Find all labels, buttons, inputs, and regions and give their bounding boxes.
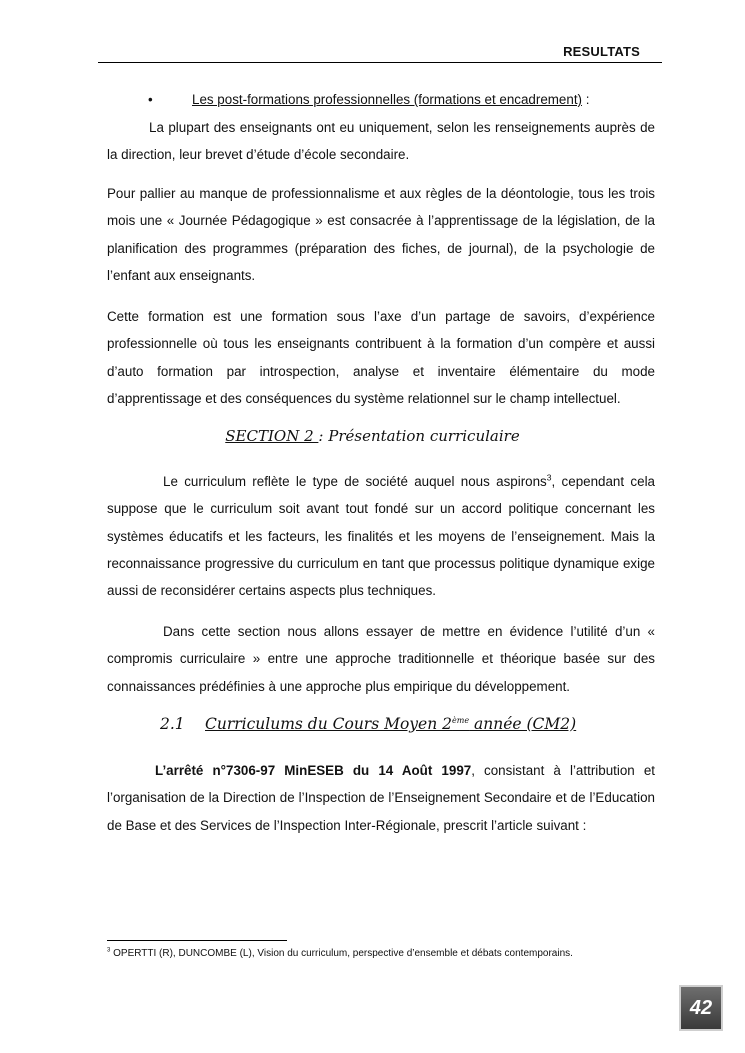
paragraph-1: La plupart des enseignants ont eu uniquement, selon les renseignements auprès de la direction, leur brevet d’étude d’école secondaire.: [107, 120, 655, 163]
paragraph-6-bold: L’arrêté n°7306-97 MinESEB du 14 Août 1997: [155, 763, 472, 778]
footnote: [107, 948, 573, 959]
bullet-item: [148, 86, 589, 113]
subsection-title: [205, 715, 576, 733]
subsection-heading: [160, 715, 576, 733]
subsection-title-end: année (CM2): [469, 715, 577, 733]
footnote-rule: [107, 940, 287, 941]
paragraph-6: [107, 757, 655, 839]
header-rule: [98, 62, 662, 63]
subsection-title-start: Curriculums du Cours Moyen 2: [205, 715, 453, 733]
subsection-title-sup: ème: [452, 715, 470, 725]
bullet-colon: :: [582, 92, 590, 107]
running-header: RESULTATS: [563, 44, 640, 59]
paragraph-4-end: , cependant cela suppose que le curriculum soit avant tout fondé sur un accord politique concernant les systèmes éducatifs et les facteurs, les finalités et les moyens de l’enseignement. Mais la reconnaissance progressive du curriculum en tant que processus politique dynamique exige aussi de reconsidérer certains aspects plus techniques.: [107, 474, 655, 599]
footnote-text: OPERTTI (R), DUNCOMBE (L), Vision du curriculum, perspective d’ensemble et débats contemporains.: [110, 948, 573, 959]
page-number-box: [679, 985, 723, 1031]
paragraph-6-rest: , consistant à l’attribution et l’organisation de la Direction de l’Inspection de l’Enseignement Secondaire et de l’Education de Base et des Services de l’Inspection Inter-Régionale, prescrit l’article suivant :: [107, 763, 656, 833]
section-heading: [0, 427, 745, 445]
paragraph-2: Pour pallier au manque de professionnalisme et aux règles de la déontologie, tous les trois mois une « Journée Pédagogique » est consacrée à l’apprentissage de la législation, de la planification des programmes (préparation des fiches, de journal), de la psychologie de l’enfant aux enseignants.: [107, 186, 655, 283]
paragraph-5: Dans cette section nous allons essayer de mettre en évidence l’utilité d’un « compromis curriculaire » entre une approche traditionnelle et théorique basée sur des connaissances prédéfinies à une approche plus empirique du développement.: [107, 624, 655, 694]
paragraph-4-start: Le curriculum reflète le type de société auquel nous aspirons: [163, 474, 547, 489]
subsection-number: 2.1: [160, 715, 185, 733]
page-number: 42: [689, 996, 713, 1019]
section-title: : Présentation curriculaire: [318, 427, 520, 445]
paragraph-4: [107, 468, 655, 604]
bullet-underlined-text: Les post-formations professionnelles (formations et encadrement): [192, 92, 583, 107]
footnote-reference: 3: [546, 472, 552, 483]
bullet-icon: •: [148, 92, 153, 107]
section-label: SECTION 2: [225, 427, 319, 445]
footnote-number: 3: [107, 947, 111, 954]
paragraph-3: Cette formation est une formation sous l’axe d’un partage de savoirs, d’expérience professionnelle où tous les enseignants contribuent à la formation d’un compère et aussi d’auto formation par introspection, analyse et inventaire élémentaire du mode d’apprentissage et des conséquences du système relationnel sur le champ intellectuel.: [107, 309, 655, 406]
